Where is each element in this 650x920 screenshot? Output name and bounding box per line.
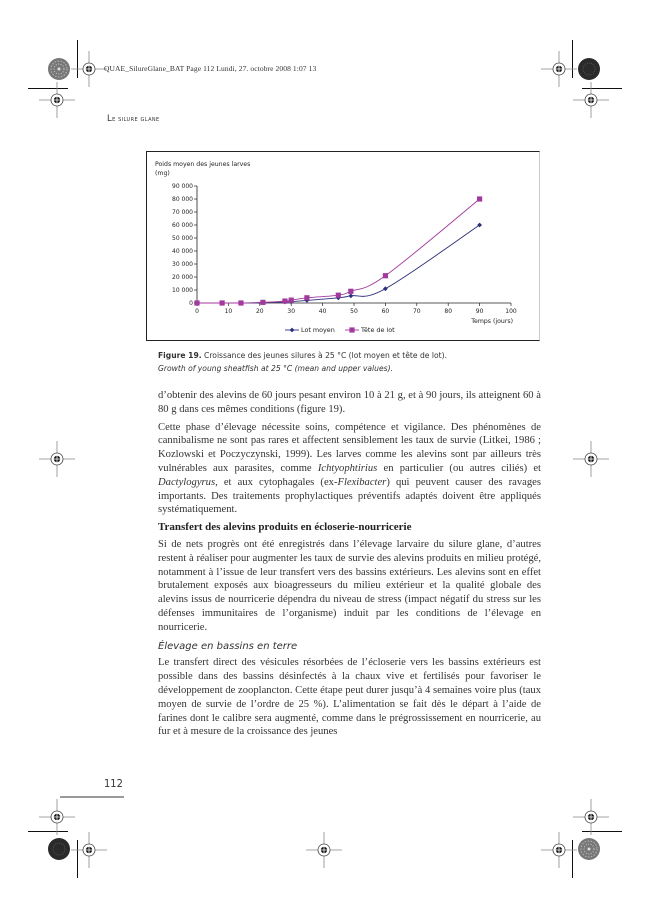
- x-tick-label: 10: [224, 308, 233, 315]
- y-tick-label: 70 000: [172, 209, 193, 216]
- series-line: [197, 225, 480, 303]
- folio-rule: [60, 796, 124, 798]
- dark-circle-mark-icon: [48, 838, 70, 860]
- diamond-marker-icon: [383, 286, 388, 291]
- genus-name: Flexibacter: [337, 476, 387, 488]
- subsection-heading: Élevage en bassins en terre: [158, 640, 298, 652]
- x-tick-label: 100: [505, 308, 517, 315]
- y-tick-label: 20 000: [172, 274, 193, 281]
- crosshair-mark-icon: [573, 799, 609, 835]
- starburst-mark-icon: [48, 58, 70, 80]
- figure-caption: [158, 350, 558, 375]
- crosshair-mark-icon: [39, 441, 75, 477]
- paragraph: Le transfert direct des vésicules résorbées de l’écloserie vers les bassins extérieurs est possible dans des bassins désinfectés à la chaux vive et fertilisés pour favoriser le développement de zooplancton. Cette étape peut durer jusqu’à 4 semaines voire plus (taux moyen de survie de l’ordre de 25 %). L’alimentation se fait dès le départ à l’aide de farines dont le calibre sera augmenté, comme dans le prégrossissement en nourricerie, au fur et à mesure de la croissance des jeunes: [158, 657, 541, 738]
- y-tick-label: 60 000: [172, 222, 193, 229]
- square-marker-icon: [282, 298, 287, 303]
- caption-fr: Croissance des jeunes silures à 25 °C (lot moyen et tête de lot).: [204, 351, 447, 360]
- slug-line: QUAE_SilureGlane_BAT Page 112 Lundi, 27. octobre 2008 1:07 13: [104, 64, 317, 73]
- legend-diamond-icon: [290, 328, 295, 333]
- x-tick-label: 0: [195, 308, 199, 315]
- legend-square-icon: [349, 327, 354, 332]
- running-head-initial: L: [107, 114, 113, 124]
- line-chart: [147, 152, 539, 340]
- y-tick-label: 10 000: [172, 287, 193, 294]
- x-tick-label: 50: [350, 308, 358, 315]
- dark-circle-mark-icon: [578, 58, 600, 80]
- y-axis-title: Poids moyen des jeunes larves: [155, 161, 251, 168]
- crosshair-mark-icon: [541, 51, 577, 87]
- starburst-mark-icon: [578, 838, 600, 860]
- crosshair-mark-icon: [71, 832, 107, 868]
- x-tick-label: 40: [318, 308, 327, 315]
- genus-name: Dactylogyrus,: [158, 476, 218, 488]
- page-number: 112: [104, 777, 123, 790]
- y-tick-label: 0: [189, 300, 193, 307]
- x-tick-label: 30: [287, 308, 296, 315]
- legend-label: Tête de lot: [361, 326, 395, 334]
- crosshair-mark-icon: [573, 441, 609, 477]
- x-axis-title: Temps (jours): [471, 318, 513, 325]
- square-marker-icon: [238, 300, 243, 305]
- square-marker-icon: [304, 295, 309, 300]
- paragraph: Si de nets progrès ont été enregistrés dans l’élevage larvaire du silure glane, d’autres restent à réaliser pour augmenter les taux de survie des alevins produits en milieu protégé, notamment à l’issue de leur transfert vers des bassins extérieurs. Les alevins sont en effet brutalement exposés aux bioagresseurs du milieu extérieur et la qualité globale des alevins issus de nourricerie dépendra du niveau de stress (impact négatif du stress sur les défenses immunitaires de l’organisme) induit par les conditions de l’élevage en nourricerie.: [158, 538, 541, 633]
- square-marker-icon: [194, 300, 199, 305]
- text-run: en particulier (ou autres ciliés) et: [377, 462, 541, 474]
- caption-en: Growth of young sheatfish at 25 °C (mean and upper values).: [158, 363, 393, 373]
- series-line: [197, 199, 480, 303]
- crosshair-mark-icon: [541, 832, 577, 868]
- x-tick-label: 70: [412, 308, 421, 315]
- y-tick-label: 40 000: [172, 248, 193, 255]
- text-run: ) qui peuvent causer des ravages importants. Des traitements prophylactiques préventifs adaptés doivent être appliqués systématiquement.: [158, 476, 541, 516]
- text-run: et aux cytophagales (ex-: [217, 476, 338, 488]
- running-head-rest: e silure glane: [112, 115, 160, 123]
- square-marker-icon: [336, 293, 341, 298]
- y-axis-unit: (mg): [155, 170, 170, 177]
- x-tick-label: 80: [444, 308, 453, 315]
- crosshair-mark-icon: [39, 799, 75, 835]
- crosshair-mark-icon: [573, 82, 609, 118]
- running-head: [107, 114, 160, 124]
- crosshair-mark-icon: [39, 82, 75, 118]
- body-text: [158, 389, 541, 743]
- text-run: Cette phase d’élevage nécessite soins, compétence et vigilance. Des phénomènes de cannibalisme ne sont pas rares et affectent sensiblement les taux de survie (Litkei, 1986 ; Kozlowski et Poczyczynski, 1999). Les larves comme les alevins sont par ailleurs très vulnérables aux parasites, comme: [158, 421, 541, 474]
- x-tick-label: 20: [255, 308, 264, 315]
- diamond-marker-icon: [348, 293, 353, 298]
- square-marker-icon: [289, 298, 294, 303]
- square-marker-icon: [383, 273, 388, 278]
- section-heading: Transfert des alevins produits en écloserie-nourricerie: [158, 521, 412, 534]
- crosshair-mark-icon: [71, 51, 107, 87]
- square-marker-icon: [477, 196, 482, 201]
- x-tick-label: 90: [475, 308, 484, 315]
- y-tick-label: 50 000: [172, 235, 193, 242]
- square-marker-icon: [220, 300, 225, 305]
- square-marker-icon: [260, 300, 265, 305]
- x-tick-label: 60: [381, 308, 390, 315]
- figure-chart: [146, 151, 540, 341]
- legend-label: Lot moyen: [301, 326, 335, 334]
- square-marker-icon: [348, 289, 353, 294]
- crosshair-mark-icon: [306, 832, 342, 868]
- genus-name: Ichtyophtirius: [317, 462, 378, 474]
- figure-label: Figure 19.: [158, 351, 202, 360]
- y-tick-label: 80 000: [172, 196, 193, 203]
- y-tick-label: 30 000: [172, 261, 193, 268]
- paragraph: d’obtenir des alevins de 60 jours pesant environ 10 à 21 g, et à 90 jours, ils atteignent 60 à 80 g dans ces mêmes conditions (figure 19).: [158, 390, 541, 415]
- paragraph: [158, 421, 541, 518]
- y-tick-label: 90 000: [172, 183, 193, 190]
